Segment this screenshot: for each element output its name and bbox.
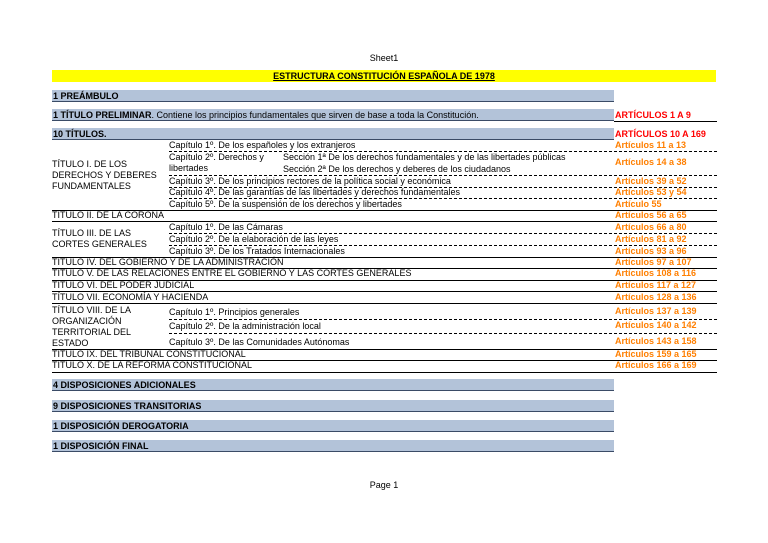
- titulo9-title: TÍTULO IX. DEL TRIBUNAL CONSTITUCIONAL: [52, 349, 246, 359]
- titulo1-title: TÍTULO I. DE LOS DERECHOS Y DEBERES FUNDAMENTALES: [52, 159, 157, 191]
- titulo10-title: TÍTULO X. DE LA REFORMA CONSTITUCIONAL: [52, 360, 253, 370]
- titulo3-title: TÍTULO III. DE LAS CORTES GENERALES: [52, 228, 147, 249]
- titulo3-cap3: Capítulo 3º. De los Tratados Internacionales: [169, 246, 345, 256]
- divider: [52, 372, 717, 373]
- document-title: ESTRUCTURA CONSTITUCIÓN ESPAÑOLA DE 1978: [273, 71, 495, 81]
- divider: [614, 121, 717, 122]
- divider: [169, 333, 717, 334]
- preliminar-label: 1 TÍTULO PRELIMINAR: [53, 110, 152, 120]
- transitorias-label: 9 DISPOSICIONES TRANSITORIAS: [53, 401, 202, 411]
- titulo4-title: TÍTULO IV. DEL GOBIERNO Y DE LA ADMINISTRACIÓN: [52, 257, 284, 267]
- titulo1-cap4: Capítulo 4º. De las garantías de las libertades y derechos fundamentales: [169, 187, 460, 197]
- final-label: 1 DISPOSICIÓN FINAL: [53, 441, 149, 451]
- titulo5-title: TÍTULO V. DE LAS RELACIONES ENTRE EL GOBIERNO Y LAS CORTES GENERALES: [52, 268, 412, 278]
- titulo3-art3: Artículos 93 a 96: [615, 246, 687, 256]
- sheet-title: Sheet1: [369, 53, 399, 63]
- titulo1-cap1: Capítulo 1º. De los españoles y los extranjeros: [169, 140, 356, 150]
- titulo1-art-cap4: Artículos 53 y 54: [615, 187, 687, 197]
- diez-titulos-label: 10 TÍTULOS.: [53, 129, 107, 139]
- titulo1-cap3: Capítulo 3º. De los principios rectores de la política social y económica: [169, 176, 451, 186]
- transitorias-row: [52, 400, 614, 412]
- titulo5-articles: Artículos 108 a 116: [615, 268, 697, 278]
- titulo7-articles: Artículos 128 a 136: [615, 292, 697, 302]
- derogatoria-label: 1 DISPOSICIÓN DEROGATORIA: [53, 421, 189, 431]
- titulo8-cap2: Capítulo 2º. De la administración local: [169, 321, 321, 331]
- preambulo-row: [52, 90, 614, 102]
- preliminar-row: [52, 109, 614, 121]
- derogatoria-row: [52, 420, 614, 432]
- titulo8-cap3: Capítulo 3º. De las Comunidades Autónomas: [169, 337, 350, 347]
- preambulo-label: 1 PREÁMBULO: [53, 91, 119, 101]
- titulo8-title: TÍTULO VIII. DE LA ORGANIZACIÓN TERRITORIAL DEL ESTADO: [52, 305, 131, 348]
- titulo1-cap2b: libertades: [169, 163, 209, 173]
- titulo8-cap1: Capítulo 1º. Principios generales: [169, 307, 300, 317]
- titulo1-sec2: Sección 2ª De los derechos y deberes de los ciudadanos: [283, 164, 511, 174]
- titulo8-art3: Artículos 143 a 158: [615, 336, 697, 346]
- titulo6-articles: Artículos 117 a 127: [615, 280, 697, 290]
- titulo8-art1: Artículos 137 a 139: [615, 306, 697, 316]
- page-number: Page 1: [369, 480, 399, 490]
- titulo3-art1: Artículos 66 a 80: [615, 222, 687, 232]
- adicionales-label: 4 DISPOSICIONES ADICIONALES: [53, 380, 196, 390]
- preliminar-description: . Contiene los principios fundamentales que sirven de base a toda la Constitución.: [151, 110, 479, 120]
- titulo9-articles: Artículos 159 a 165: [615, 349, 697, 359]
- titulo1-art-cap1: Artículos 11 a 13: [615, 140, 687, 150]
- divider: [52, 303, 717, 304]
- titulo4-articles: Artículos 97 a 107: [615, 257, 692, 267]
- preliminar-articles: ARTÍCULOS 1 A 9: [615, 110, 691, 120]
- titulo6-title: TÍTULO VI. DEL PODER JUDICIAL: [52, 280, 195, 290]
- titulo3-art2: Artículos 81 a 92: [615, 234, 687, 244]
- titulo3-cap2: Capítulo 2º. De la elaboración de las leyes: [169, 234, 339, 244]
- titulo1-sec1: Sección 1ª De los derechos fundamentales y de las libertades públicas: [283, 152, 566, 162]
- titulo1-art-cap2: Artículos 14 a 38: [615, 157, 687, 167]
- adicionales-row: [52, 379, 614, 391]
- diez-titulos-articles: ARTÍCULOS 10 A 169: [615, 129, 706, 139]
- titulo3-cap1: Capítulo 1º. De las Cámaras: [169, 222, 283, 232]
- titulo1-art-cap3: Artículos 39 a 52: [615, 176, 687, 186]
- document-title-banner: [52, 70, 716, 82]
- titulo1-cap5: Capítulo 5º. De la suspensión de los derechos y libertades: [169, 199, 402, 209]
- titulo2-title: TÍTULO II. DE LA CORONA: [52, 210, 165, 220]
- titulo8-art2: Artículos 140 a 142: [615, 320, 697, 330]
- titulo1-art-cap5: Artículo 55: [615, 199, 662, 209]
- titulo7-title: TÍTULO VII. ECONOMÍA Y HACIENDA: [52, 292, 209, 302]
- diez-titulos-row: [52, 128, 614, 140]
- titulo10-articles: Artículos 166 a 169: [615, 360, 697, 370]
- titulo2-articles: Artículos 56 a 65: [615, 210, 687, 220]
- final-row: [52, 440, 614, 452]
- titulo1-cap2a: Capítulo 2º. Derechos y: [169, 152, 264, 162]
